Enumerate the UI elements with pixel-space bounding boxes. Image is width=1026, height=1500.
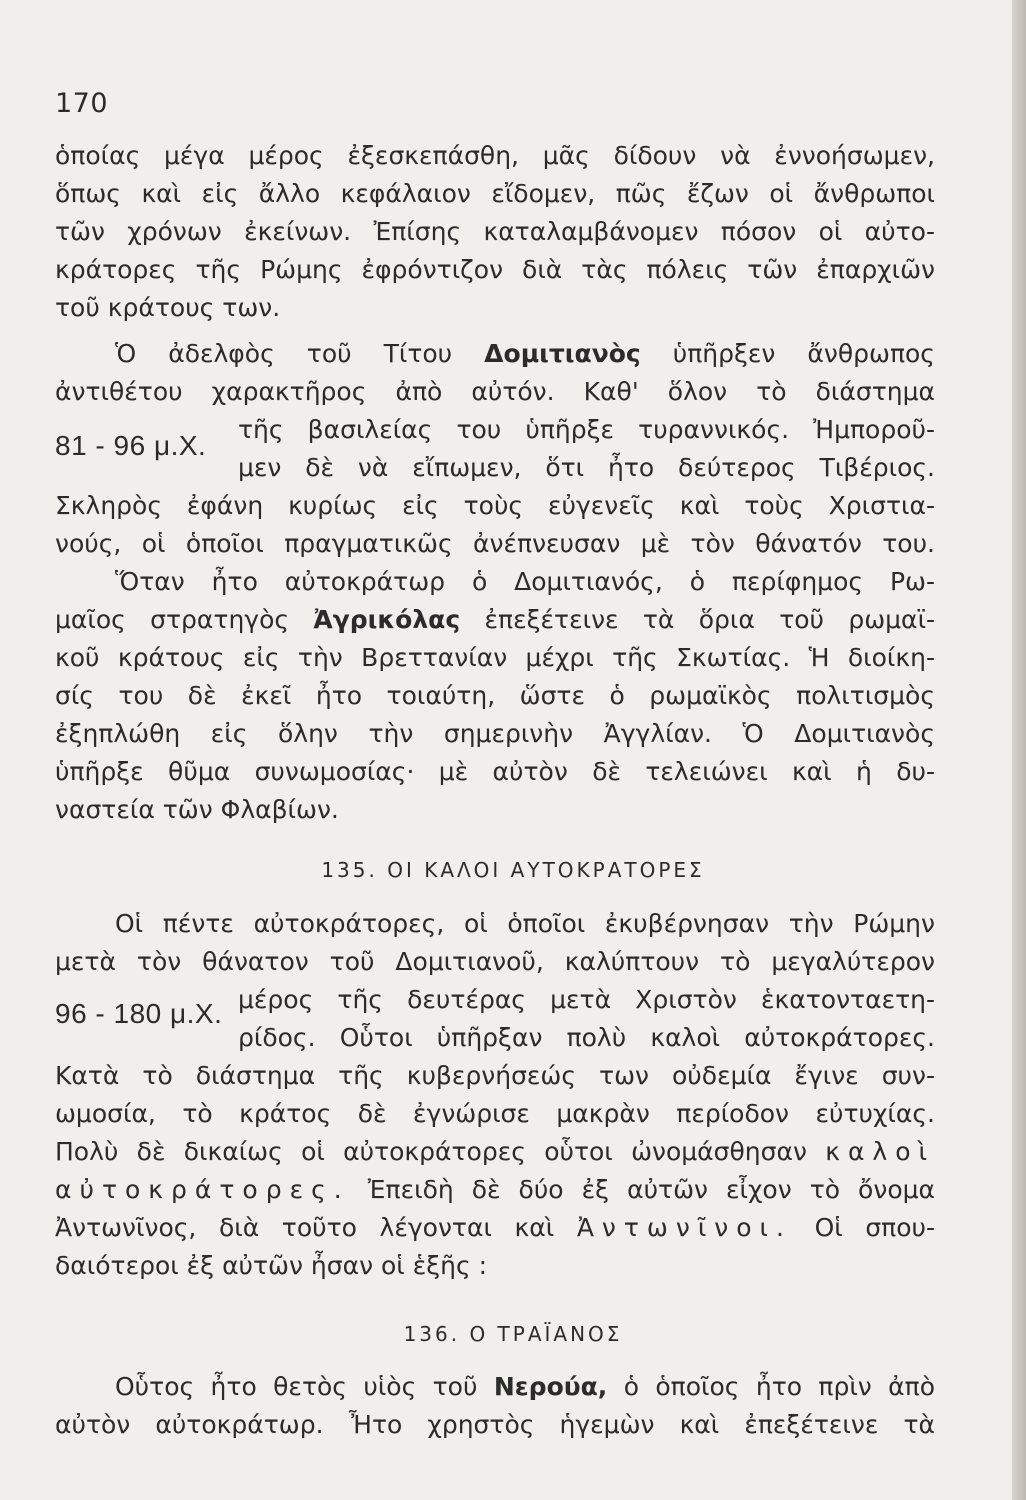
- marginal-date: 96 - 180 μ.Χ.: [55, 998, 223, 1029]
- text-line: ωμοσία, τὸ κράτος δὲ ἐγνώρισε μακρὰν περίοδον εὐτυχίας.: [55, 1099, 935, 1128]
- text-line: [55, 1171, 935, 1209]
- text-line: ὅπως καὶ εἰς ἄλλο κεφάλαιον εἴδομεν, πῶς ἔζων οἱ ἄνθρωποι: [55, 179, 935, 208]
- text-line: ὑπῆρξε θῦμα συνωμοσίας· μὲ αὐτὸν δὲ τελειώνει καὶ ἡ δυ-: [55, 757, 935, 786]
- text-span: ἐπεξέτεινε τὰ ὅρια τοῦ ρωμαϊ-: [484, 605, 936, 634]
- text-line: κράτορες τῆς Ρώμης ἐφρόντιζον διὰ τὰς πόλεις τῶν ἐπαρχιῶν: [55, 255, 935, 284]
- text-line: τοῦ κράτους των.: [55, 293, 281, 322]
- text-line: [115, 1368, 935, 1406]
- text-span: μαῖος στρατηγὸς: [55, 605, 290, 634]
- page-number: 170: [55, 88, 109, 119]
- text-line: [55, 601, 935, 639]
- text-line: σίς του δὲ ἐκεῖ ἦτο τοιαύτη, ὥστε ὁ ρωμαϊκὸς πολιτισμὸς: [55, 681, 935, 710]
- emphasized-name: Δομιτιανὸς: [484, 339, 641, 368]
- text-span: Ἀντωνῖνος, διὰ τοῦτο λέγονται καὶ: [55, 1213, 555, 1242]
- text-line: τῶν χρόνων ἐκείνων. Ἐπίσης καταλαμβάνομεν πόσον οἱ αὐτο-: [55, 217, 935, 246]
- text-line: αὐτὸν αὐτοκράτωρ. Ἦτο χρηστὸς ἡγεμὼν καὶ ἐπεξέτεινε τὰ: [55, 1410, 935, 1439]
- text-line: Κατὰ τὸ διάστημα τῆς κυβερνήσεώς των οὐδεμία ἔγινε συν-: [55, 1061, 935, 1090]
- text-span: Οὗτος ἦτο θετὸς υἱὸς τοῦ: [115, 1372, 478, 1401]
- section-heading: 135. ΟΙ ΚΑΛΟΙ ΑΥΤΟΚΡΑΤΟΡΕΣ: [321, 858, 705, 882]
- text-line: Οἱ πέντε αὐτοκράτορες, οἱ ὁποῖοι ἐκυβέρνησαν τὴν Ρώμην: [115, 909, 935, 938]
- text-line: ἀντιθέτου χαρακτῆρος ἀπὸ αὐτόν. Καθ' ὅλον τὸ διάστημα: [55, 377, 935, 406]
- text-line: [115, 335, 935, 373]
- text-line: μετὰ τὸν θάνατον τοῦ Δομιτιανοῦ, καλύπτουν τὸ μεγαλύτερον: [55, 947, 935, 976]
- text-span: ὁ ὁποῖος ἦτο πρὶν ἀπὸ: [623, 1372, 935, 1401]
- text-line: [55, 1133, 935, 1171]
- spaced-term: αὐτοκράτορες.: [55, 1175, 350, 1204]
- text-line: κοῦ κράτους εἰς τὴν Βρεττανίαν μέχρι τῆς Σκωτίας. Ἡ διοίκη-: [55, 643, 935, 672]
- text-line: ἐξηπλώθη εἰς ὅλην τὴν σημερινὴν Ἀγγλίαν. Ὁ Δομιτιανὸς: [55, 719, 935, 748]
- spaced-term: Ἀντωνῖνοι.: [576, 1213, 792, 1242]
- text-line: νούς, οἱ ὁποῖοι πραγματικῶς ἀνέπνευσαν μὲ τὸν θάνατόν του.: [55, 529, 935, 558]
- text-line: ὁποίας μέγα μέρος ἐξεσκεπάσθη, μᾶς δίδουν νὰ ἐννοήσωμεν,: [55, 141, 935, 170]
- text-line: μεν δὲ νὰ εἴπωμεν, ὅτι ἦτο δεύτερος Τιβέριος.: [238, 453, 935, 482]
- text-line: ναστεία τῶν Φλαβίων.: [55, 795, 339, 824]
- text-span: Οἱ σπου-: [814, 1213, 935, 1242]
- section-heading: 136. Ο ΤΡΑΪΑΝΟΣ: [403, 1322, 623, 1346]
- text-line: τῆς βασιλείας του ὑπῆρξε τυραννικός. Ἠμποροῦ-: [238, 415, 935, 444]
- text-span: Ἐπειδὴ δὲ δύο ἐξ αὐτῶν εἶχον τὸ ὄνομα: [367, 1175, 935, 1204]
- text-line: ρίδος. Οὗτοι ὑπῆρξαν πολὺ καλοὶ αὐτοκράτορες.: [238, 1023, 935, 1052]
- text-line: δαιότεροι ἐξ αὐτῶν ἦσαν οἱ ἑξῆς :: [55, 1251, 488, 1280]
- text-span: ὑπῆρξεν ἄνθρωπος: [672, 339, 935, 368]
- text-line: Σκληρὸς ἐφάνη κυρίως εἰς τοὺς εὐγενεῖς καὶ τοὺς Χριστια-: [55, 491, 935, 520]
- emphasized-name: Ἀγρικόλας: [313, 605, 461, 634]
- marginal-date: 81 - 96 μ.Χ.: [55, 430, 207, 461]
- page-edge-shadow: [1012, 0, 1026, 1500]
- spaced-term: καλοὶ: [825, 1137, 935, 1166]
- text-line: Ὅταν ἦτο αὐτοκράτωρ ὁ Δομιτιανός, ὁ περίφημος Ρω-: [115, 567, 935, 596]
- text-span: Πολὺ δὲ δικαίως οἱ αὐτοκράτορες οὗτοι ὠνομάσθησαν: [55, 1137, 807, 1166]
- text-span: Ὁ ἀδελφὸς τοῦ Τίτου: [115, 339, 453, 368]
- text-line: [55, 1209, 935, 1247]
- text-line: μέρος τῆς δευτέρας μετὰ Χριστὸν ἑκατονταετη-: [238, 985, 935, 1014]
- emphasized-name: Νερούα,: [493, 1372, 608, 1401]
